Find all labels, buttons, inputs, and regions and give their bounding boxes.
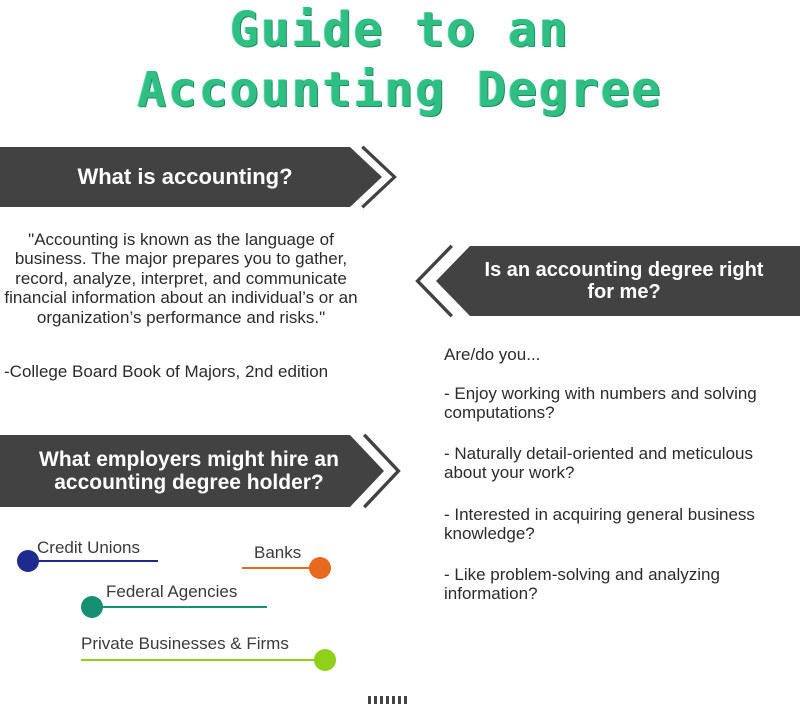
question-item-1: - Enjoy working with numbers and solving computations? xyxy=(444,384,757,423)
employer-underline xyxy=(92,606,267,608)
employer-dot xyxy=(17,550,39,572)
employer-underline xyxy=(81,659,331,661)
employer-dot xyxy=(81,596,103,618)
heading-employers: What employers might hire an accounting degree holder? xyxy=(39,447,339,494)
employer-label: Federal Agencies xyxy=(106,582,238,601)
question-item-2: - Naturally detail-oriented and meticulous about your work? xyxy=(444,444,753,483)
employer-underline xyxy=(28,560,158,562)
questions-intro: Are/do you... xyxy=(444,345,541,364)
employer-label: Private Businesses & Firms xyxy=(81,634,289,653)
quote-source: -College Board Book of Majors, 2nd edition xyxy=(4,362,329,381)
employer-label: Banks xyxy=(254,543,302,562)
question-item-4: - Like problem-solving and analyzing information? xyxy=(444,565,720,604)
title-line-2: Accounting Degree xyxy=(137,62,663,118)
banner-is-degree-right xyxy=(398,244,800,318)
accounting-definition-quote: "Accounting is known as the language of business. The major prepares you to gather, record, analyze, interpret, and communicate financial information about an individual’s or an organization’s performance and risks." xyxy=(4,230,358,327)
title-line-1: Guide to an xyxy=(230,2,570,58)
question-item-3: - Interested in acquiring general business knowledge? xyxy=(444,505,755,544)
employer-dot xyxy=(309,557,331,579)
cropped-footer-mark xyxy=(368,696,408,704)
heading-what-is-accounting: What is accounting? xyxy=(77,163,293,189)
employer-dot xyxy=(314,649,336,671)
banner-employers xyxy=(0,433,412,509)
banner-what-is-accounting xyxy=(0,145,410,209)
employer-label: Credit Unions xyxy=(37,538,140,557)
heading-is-degree-right: Is an accounting degree right for me? xyxy=(484,259,764,303)
